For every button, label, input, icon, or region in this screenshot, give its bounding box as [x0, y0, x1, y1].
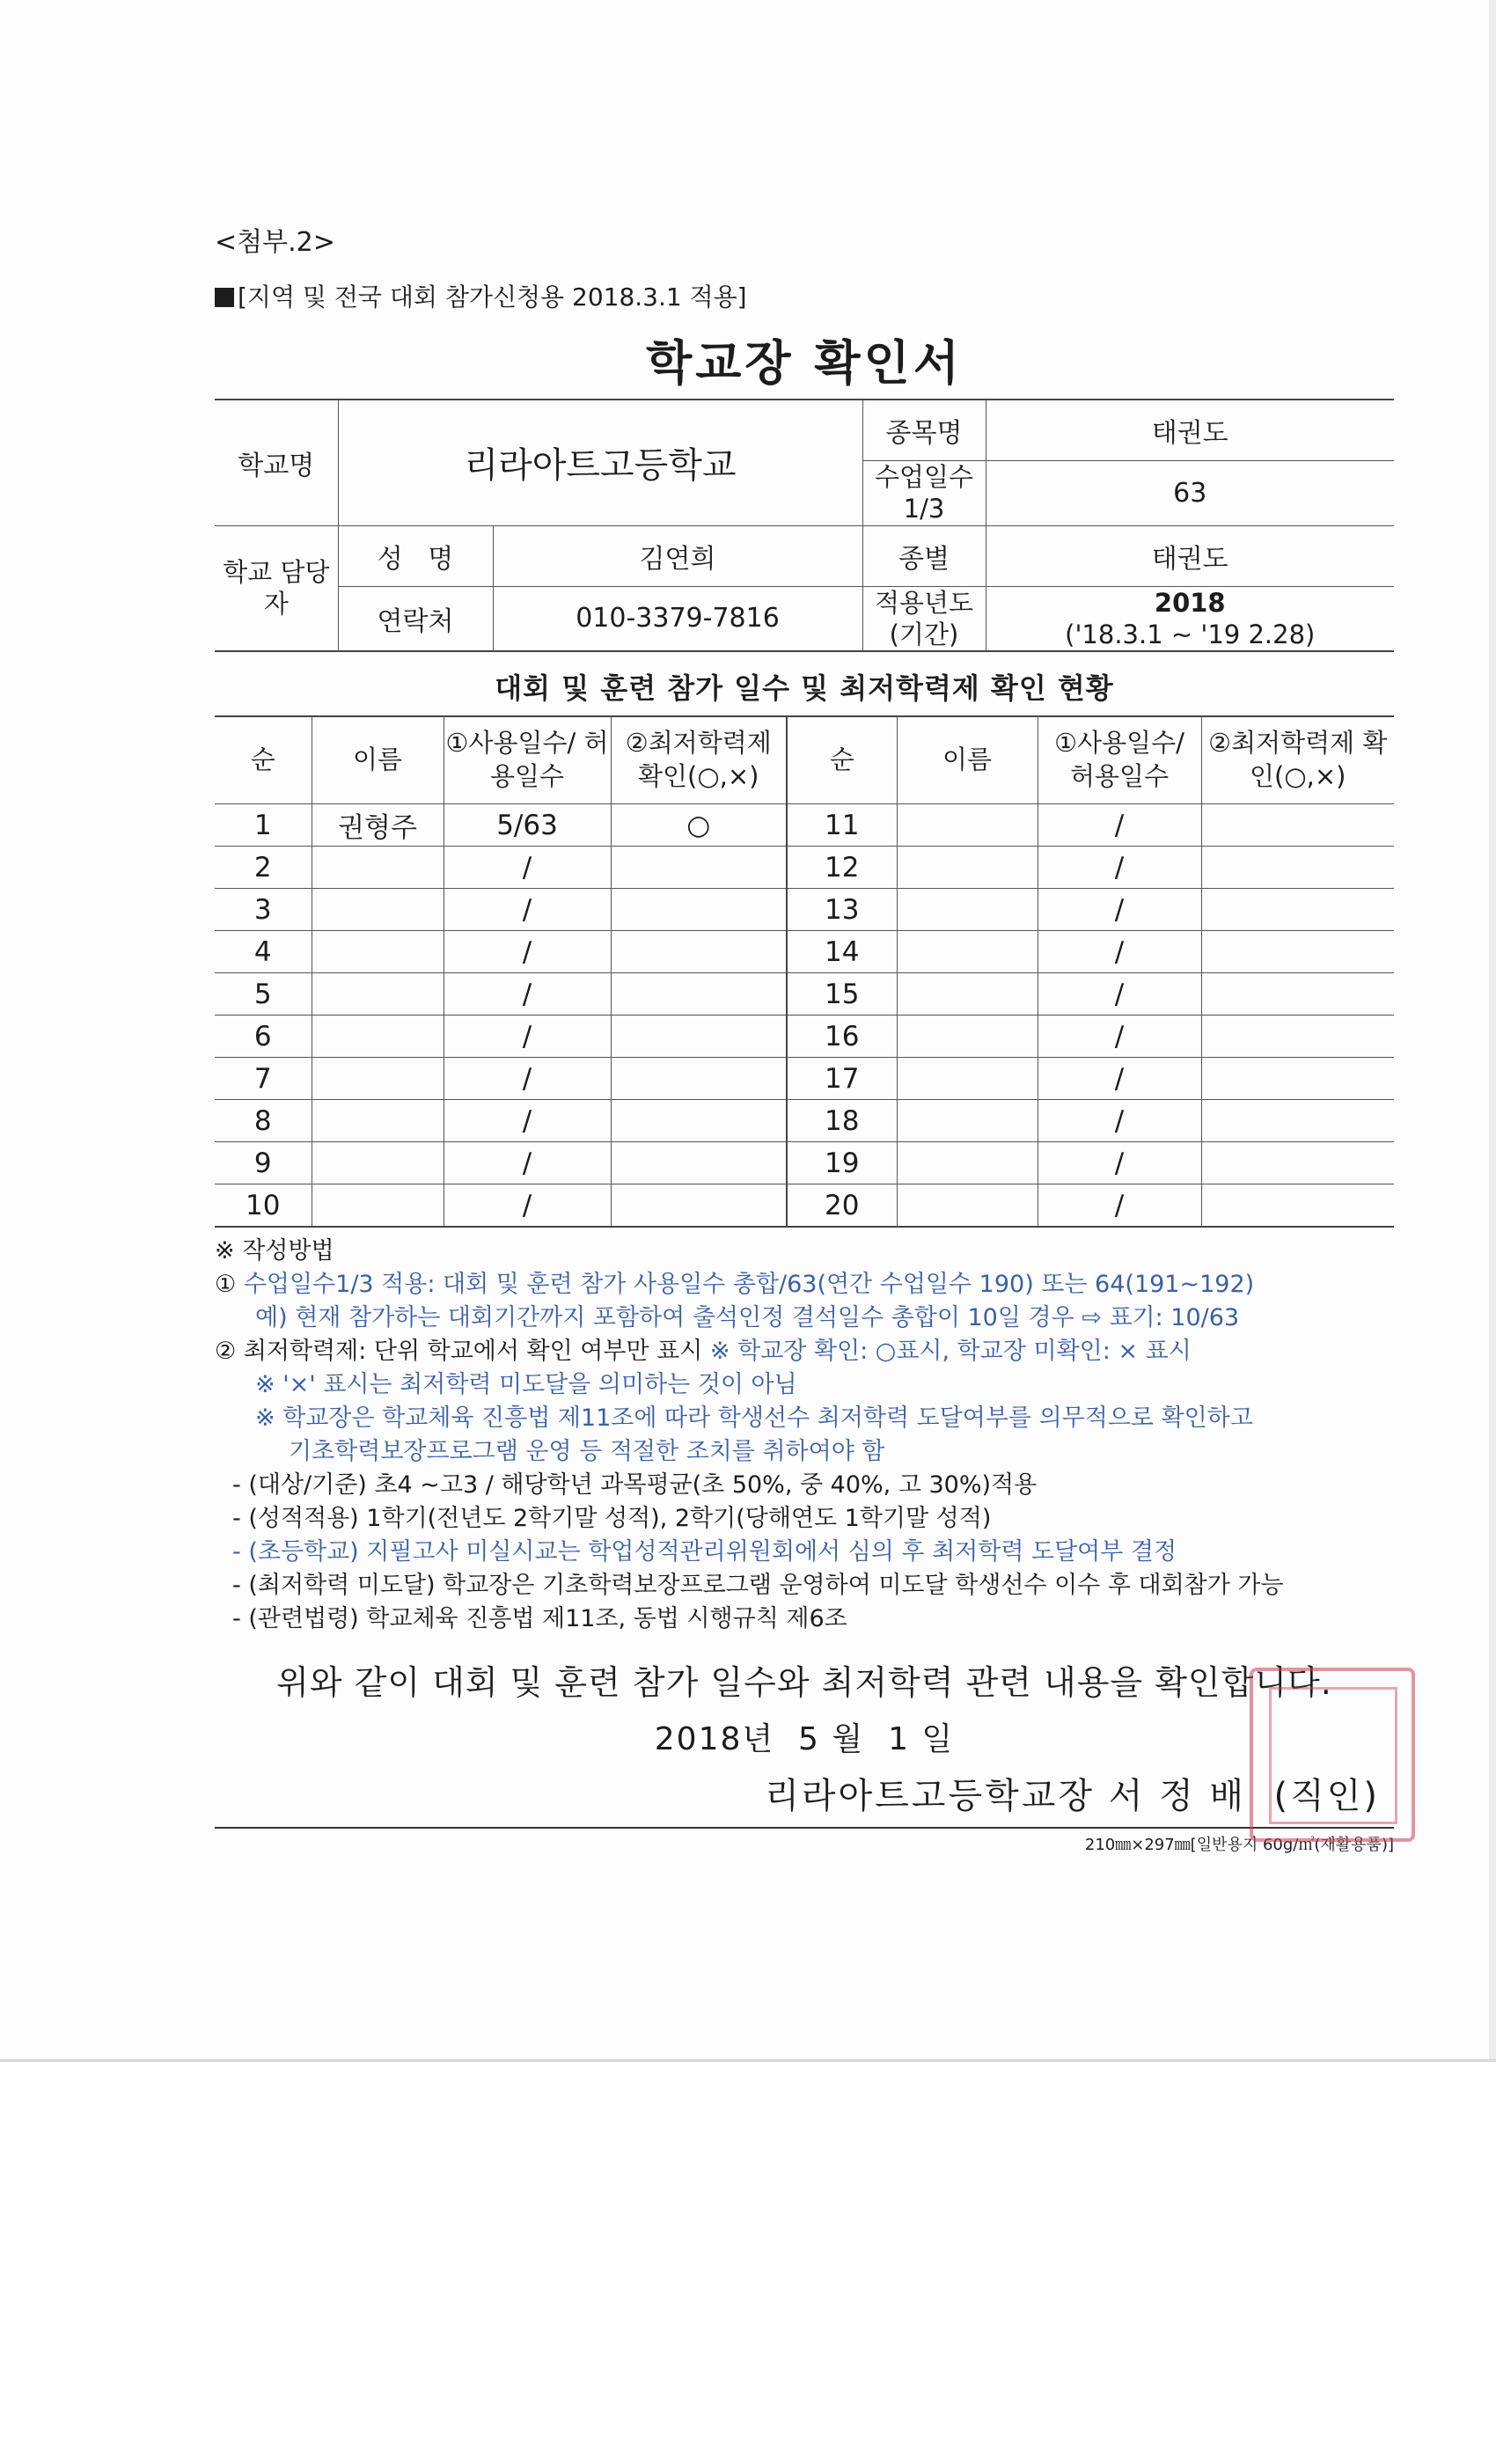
cell-seq: 12 — [787, 847, 897, 889]
cell-usage: / — [444, 1058, 611, 1100]
note-dash-2: - (성적적용) 1학기(전년도 2학기말 성적), 2학기(당해연도 1학기말 성적) — [232, 1505, 992, 1532]
cell-name — [897, 1184, 1038, 1228]
year-cell — [986, 586, 1394, 651]
issue-date: 2018년 5 월 1 일 — [654, 1721, 955, 1757]
cell-check — [1201, 1142, 1394, 1184]
table-row — [215, 804, 1394, 847]
table-row — [215, 1142, 1394, 1184]
note-1-num: ① — [215, 1271, 237, 1298]
year-label: 적용년도 (기간) — [862, 586, 986, 651]
note-2-sub-2b: 기초학력보장프로그램 운영 등 적절한 조치를 취하여야 함 — [289, 1438, 885, 1465]
cell-seq: 19 — [787, 1142, 897, 1184]
cell-check — [611, 1016, 787, 1058]
year-value: 2018 — [1154, 587, 1226, 618]
name-value: 김연희 — [493, 525, 862, 586]
note-dash-3: - (초등학교) 지필고사 미실시교는 학업성적관리위원회에서 심의 후 최저학력 도달여부 결정 — [232, 1538, 1177, 1566]
page-title: 학교장 확인서 — [646, 335, 963, 391]
note-1-example: 예) 현재 참가하는 대회기간까지 포함하여 출석인정 결석일수 총합이 10일 경우 ⇨ 표기: 10/63 — [255, 1304, 1240, 1331]
col-usage-2: ①사용일수/ 허용일수 — [1038, 716, 1201, 804]
table-row — [215, 973, 1394, 1016]
cell-name — [897, 889, 1038, 931]
attachment-label: <첨부.2> — [215, 227, 335, 258]
school-info-table — [215, 399, 1394, 652]
sheet-edge — [1489, 0, 1496, 2059]
cell-seq: 18 — [787, 1100, 897, 1142]
col-seq-2: 순 — [787, 716, 897, 804]
cell-check — [1201, 804, 1394, 847]
cell-name — [312, 973, 444, 1016]
cell-name — [897, 847, 1038, 889]
cell-check — [1201, 1100, 1394, 1142]
cell-seq: 17 — [787, 1058, 897, 1100]
cell-check — [1201, 1016, 1394, 1058]
table-row — [215, 1100, 1394, 1142]
note-dash-4: - (최저학력 미도달) 학교장은 기초학력보장프로그램 운영하여 미도달 학생선수 이수 후 대회참가 가능 — [232, 1572, 1284, 1599]
col-usage: ①사용일수/ 허용일수 — [444, 716, 611, 804]
cell-seq: 13 — [787, 889, 897, 931]
official-seal-stamp — [1250, 1668, 1415, 1842]
cell-usage: / — [444, 1100, 611, 1142]
school-label: 학교명 — [215, 400, 338, 525]
cell-check — [611, 1142, 787, 1184]
cell-seq: 9 — [215, 1142, 312, 1184]
note-2-label: 최저학력제: 단위 학교에서 확인 여부만 표시 — [243, 1338, 703, 1365]
cell-name: 권형주 — [312, 804, 444, 847]
note-2 — [215, 1335, 1394, 1368]
note-2-num: ② — [215, 1338, 237, 1365]
cell-seq: 3 — [215, 889, 312, 931]
cell-usage: / — [444, 1016, 611, 1058]
cell-usage: / — [444, 847, 611, 889]
note-2-mark: ※ 학교장 확인: ○표시, 학교장 미확인: × 표시 — [709, 1338, 1192, 1365]
note-1-text: 대회 및 훈련 참가 사용일수 총합/63(연간 수업일수 190) 또는 64(191~192) — [443, 1271, 1255, 1298]
cell-name — [897, 1142, 1038, 1184]
cell-seq: 2 — [215, 847, 312, 889]
cell-seq: 14 — [787, 931, 897, 973]
cell-name — [312, 1016, 444, 1058]
principal-signature: 리라아트고등학교장 서 정 배 (직인) — [765, 1776, 1380, 1816]
cell-usage: / — [1038, 804, 1201, 847]
cell-usage: / — [1038, 973, 1201, 1016]
cell-usage: / — [1038, 1100, 1201, 1142]
cell-usage: / — [1038, 1184, 1201, 1228]
cell-name — [897, 1100, 1038, 1142]
cell-usage: / — [1038, 1058, 1201, 1100]
col-check-2: ②최저학력제 확인(○,×) — [1201, 716, 1394, 804]
cell-check — [611, 889, 787, 931]
cell-seq: 16 — [787, 1016, 897, 1058]
col-check: ②최저학력제 확인(○,×) — [611, 716, 787, 804]
roster-body — [215, 804, 1394, 1228]
cell-check — [1201, 1184, 1394, 1228]
cell-name — [312, 1100, 444, 1142]
col-name: 이름 — [312, 716, 444, 804]
cell-usage: / — [444, 973, 611, 1016]
cell-check — [611, 1058, 787, 1100]
school-name: 리라아트고등학교 — [338, 400, 862, 525]
col-name-2: 이름 — [897, 716, 1038, 804]
cell-check — [1201, 931, 1394, 973]
cell-check — [1201, 889, 1394, 931]
cell-seq: 8 — [215, 1100, 312, 1142]
cell-usage: / — [1038, 847, 1201, 889]
roster-header-row — [215, 716, 1394, 804]
cell-usage: / — [444, 889, 611, 931]
subtitle-text: [지역 및 전국 대회 참가신청용 2018.3.1 적용] — [238, 282, 747, 312]
cell-usage: / — [1038, 1016, 1201, 1058]
cell-name — [312, 1184, 444, 1228]
cell-usage: / — [1038, 1142, 1201, 1184]
cell-usage: / — [1038, 931, 1201, 973]
note-1-label: 수업일수1/3 적용: — [243, 1271, 436, 1298]
cell-check: ○ — [611, 804, 787, 847]
seal-inner-border — [1269, 1687, 1397, 1824]
cell-name — [897, 1058, 1038, 1100]
cell-usage: 5/63 — [444, 804, 611, 847]
cell-seq: 7 — [215, 1058, 312, 1100]
period-value: ('18.3.1 ~ '19 2.28) — [1065, 619, 1316, 649]
cell-seq: 20 — [787, 1184, 897, 1228]
cell-name — [312, 889, 444, 931]
cell-seq: 1 — [215, 804, 312, 847]
cell-name — [312, 1058, 444, 1100]
cell-name — [897, 804, 1038, 847]
cell-name — [312, 1142, 444, 1184]
cell-seq: 10 — [215, 1184, 312, 1228]
manager-label: 학교 담당자 — [215, 525, 338, 651]
cell-name — [897, 931, 1038, 973]
cell-usage: / — [444, 931, 611, 973]
cell-seq: 6 — [215, 1016, 312, 1058]
table-row — [215, 1058, 1394, 1100]
note-2-sub-1: ※ '×' 표시는 최저학력 미도달을 의미하는 것이 아님 — [255, 1371, 797, 1398]
cell-seq: 11 — [787, 804, 897, 847]
cell-check — [611, 973, 787, 1016]
cell-check — [611, 931, 787, 973]
note-dash-1: - (대상/기준) 초4 ~고3 / 해당학년 과목평균(초 50%, 중 40%, 고 30%)적용 — [232, 1471, 1038, 1499]
cell-name — [312, 931, 444, 973]
cell-name — [312, 847, 444, 889]
category-label: 종별 — [862, 525, 986, 586]
square-bullet-icon — [215, 288, 234, 307]
class-days-value: 63 — [986, 461, 1394, 526]
name-label: 성 명 — [338, 525, 493, 586]
note-1 — [215, 1268, 1394, 1302]
cell-usage: / — [1038, 889, 1201, 931]
cell-check — [1201, 973, 1394, 1016]
class-days-label: 수업일수 1/3 — [862, 461, 986, 526]
form-subtitle — [215, 278, 1394, 313]
category-value: 태권도 — [986, 525, 1394, 586]
cell-usage: / — [444, 1184, 611, 1228]
cell-seq: 5 — [215, 973, 312, 1016]
confirm-statement: 위와 같이 대회 및 훈련 참가 일수와 최저학력 관련 내용을 확인합니다. — [276, 1663, 1332, 1702]
event-value: 태권도 — [986, 400, 1394, 461]
cell-check — [1201, 1058, 1394, 1100]
cell-usage: / — [444, 1142, 611, 1184]
document — [215, 220, 1394, 1855]
instructions — [215, 1235, 1394, 1636]
notes-heading: ※ 작성방법 — [215, 1237, 334, 1265]
col-seq: 순 — [215, 716, 312, 804]
event-label: 종목명 — [862, 400, 986, 461]
cell-name — [897, 973, 1038, 1016]
cell-check — [611, 847, 787, 889]
cell-seq: 4 — [215, 931, 312, 973]
note-dash-5: - (관련법령) 학교체육 진흥법 제11조, 동법 시행규칙 제6조 — [232, 1605, 847, 1632]
table-row — [215, 847, 1394, 889]
cell-name — [897, 1016, 1038, 1058]
table-row — [215, 889, 1394, 931]
contact-label: 연락처 — [338, 586, 493, 651]
contact-value: 010-3379-7816 — [493, 586, 862, 651]
table-row — [215, 931, 1394, 973]
table-row — [215, 1016, 1394, 1058]
roster-table — [215, 715, 1394, 1228]
cell-check — [611, 1100, 787, 1142]
cell-check — [1201, 847, 1394, 889]
paper-spec: 210㎜×297㎜[일반용지 60g/㎡(재활용품)] — [215, 1827, 1394, 1855]
section-title: 대회 및 훈련 참가 일수 및 최저학력제 확인 현황 — [495, 671, 1114, 705]
cell-seq: 15 — [787, 973, 897, 1016]
note-2-sub-2: ※ 학교장은 학교체육 진흥법 제11조에 따라 학생선수 최저학력 도달여부를 의무적으로 확인하고 — [255, 1404, 1253, 1432]
table-row — [215, 1184, 1394, 1228]
cell-check — [611, 1184, 787, 1228]
